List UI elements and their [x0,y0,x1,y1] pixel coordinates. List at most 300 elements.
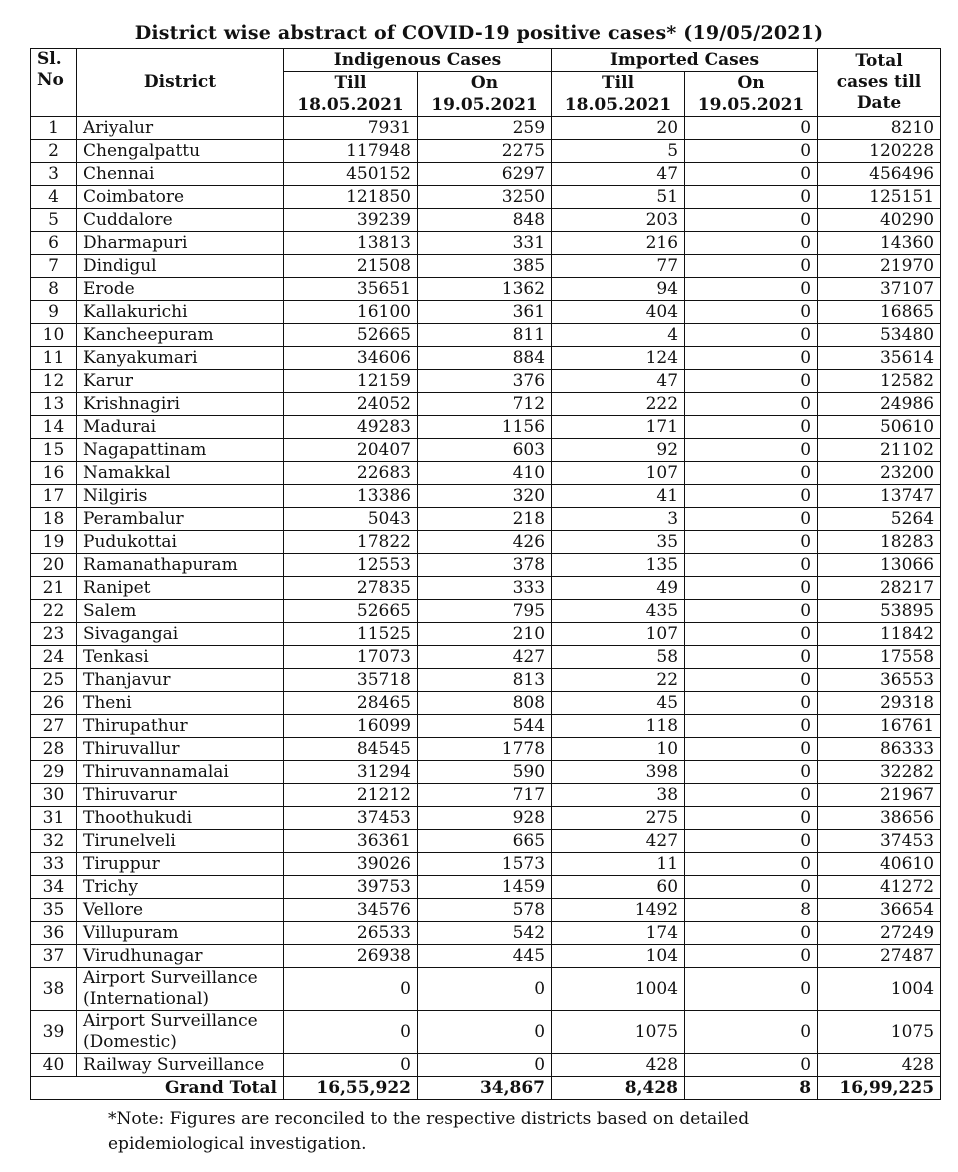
cell-total: 27487 [818,945,941,968]
cell-imported-till: 22 [552,669,685,692]
cell-imported-till: 58 [552,646,685,669]
cell-indigenous-till: 0 [284,1054,418,1077]
cell-total: 16865 [818,301,941,324]
cell-imported-till: 107 [552,623,685,646]
cell-indigenous-on: 0 [418,968,552,1011]
cell-indigenous-on: 3250 [418,186,552,209]
cell-imported-on: 0 [685,209,818,232]
cell-indigenous-till: 16100 [284,301,418,324]
cell-total: 17558 [818,646,941,669]
cell-sl-no: 35 [31,899,77,922]
cell-district: Ariyalur [77,117,284,140]
cell-indigenous-on: 427 [418,646,552,669]
cell-imported-on: 0 [685,324,818,347]
cell-sl-no: 4 [31,186,77,209]
cell-indigenous-till: 0 [284,1011,418,1054]
cell-sl-no: 12 [31,370,77,393]
cell-sl-no: 40 [31,1054,77,1077]
cell-district: Dharmapuri [77,232,284,255]
cell-imported-on: 0 [685,347,818,370]
cell-sl-no: 39 [31,1011,77,1054]
cell-imported-till: 171 [552,416,685,439]
grand-total-imp-on: 8 [685,1077,818,1100]
grand-total-label: Grand Total [31,1077,284,1100]
cell-imported-on: 0 [685,600,818,623]
cell-indigenous-on: 811 [418,324,552,347]
cell-total: 40290 [818,209,941,232]
cell-imported-till: 428 [552,1054,685,1077]
cell-sl-no: 15 [31,439,77,462]
cell-indigenous-on: 385 [418,255,552,278]
table-row [31,370,941,393]
cell-total: 53895 [818,600,941,623]
cell-indigenous-on: 544 [418,715,552,738]
cell-indigenous-on: 378 [418,554,552,577]
cell-district: Chengalpattu [77,140,284,163]
cell-total: 29318 [818,692,941,715]
cell-indigenous-till: 117948 [284,140,418,163]
cell-district: Kallakurichi [77,301,284,324]
cell-district: Tenkasi [77,646,284,669]
cell-district: Kancheepuram [77,324,284,347]
table-row [31,876,941,899]
cell-imported-on: 0 [685,1011,818,1054]
cell-indigenous-on: 218 [418,508,552,531]
cell-indigenous-till: 26938 [284,945,418,968]
cell-indigenous-till: 17822 [284,531,418,554]
cell-indigenous-till: 36361 [284,830,418,853]
cell-indigenous-on: 665 [418,830,552,853]
table-row [31,922,941,945]
table-row [31,623,941,646]
cell-district: Sivagangai [77,623,284,646]
table-row [31,554,941,577]
cell-indigenous-till: 39239 [284,209,418,232]
cell-indigenous-on: 928 [418,807,552,830]
cell-imported-till: 94 [552,278,685,301]
cell-sl-no: 38 [31,968,77,1011]
cell-imported-till: 203 [552,209,685,232]
cell-sl-no: 28 [31,738,77,761]
cell-indigenous-till: 39753 [284,876,418,899]
cell-total: 35614 [818,347,941,370]
table-row [31,692,941,715]
table-row [31,462,941,485]
cell-district: Railway Surveillance [77,1054,284,1077]
cell-imported-on: 8 [685,899,818,922]
cell-sl-no: 17 [31,485,77,508]
cell-indigenous-till: 13813 [284,232,418,255]
cell-sl-no: 3 [31,163,77,186]
cell-imported-till: 4 [552,324,685,347]
cell-total: 14360 [818,232,941,255]
cell-imported-on: 0 [685,623,818,646]
cell-imported-till: 1004 [552,968,685,1011]
cell-indigenous-till: 7931 [284,117,418,140]
cell-total: 23200 [818,462,941,485]
cell-total: 40610 [818,853,941,876]
cell-sl-no: 11 [31,347,77,370]
table-body [31,117,941,1077]
cell-imported-on: 0 [685,807,818,830]
cell-district: Erode [77,278,284,301]
cell-imported-on: 0 [685,186,818,209]
cell-sl-no: 22 [31,600,77,623]
cell-total: 13747 [818,485,941,508]
header-total: Total cases till Date [818,49,941,117]
cell-district: Coimbatore [77,186,284,209]
cell-sl-no: 14 [31,416,77,439]
cell-indigenous-till: 37453 [284,807,418,830]
table-row [31,1054,941,1077]
cell-indigenous-till: 31294 [284,761,418,784]
table-row [31,577,941,600]
cell-sl-no: 19 [31,531,77,554]
cell-total: 27249 [818,922,941,945]
cell-district: Trichy [77,876,284,899]
cell-imported-on: 0 [685,646,818,669]
cell-imported-on: 0 [685,761,818,784]
cell-indigenous-till: 39026 [284,853,418,876]
cell-indigenous-on: 808 [418,692,552,715]
cell-imported-till: 38 [552,784,685,807]
cell-indigenous-on: 6297 [418,163,552,186]
cell-imported-on: 0 [685,485,818,508]
cell-indigenous-till: 52665 [284,600,418,623]
cell-sl-no: 20 [31,554,77,577]
grand-total-row [31,1077,941,1100]
cell-imported-on: 0 [685,140,818,163]
cell-indigenous-till: 13386 [284,485,418,508]
cell-indigenous-on: 0 [418,1011,552,1054]
cell-indigenous-on: 1778 [418,738,552,761]
cell-indigenous-on: 1362 [418,278,552,301]
cell-district: Nagapattinam [77,439,284,462]
table-row [31,324,941,347]
header-ind-till-date: 18.05.2021 [284,94,418,117]
cell-sl-no: 27 [31,715,77,738]
cell-district: Tiruppur [77,853,284,876]
table-row [31,738,941,761]
cell-district: Dindigul [77,255,284,278]
cell-imported-till: 47 [552,370,685,393]
cell-imported-on: 0 [685,393,818,416]
grand-total-total: 16,99,225 [818,1077,941,1100]
grand-total-imp-till: 8,428 [552,1077,685,1100]
header-imp-on-date: 19.05.2021 [685,94,818,117]
cell-imported-on: 0 [685,876,818,899]
table-row [31,485,941,508]
header-ind-on: On [418,72,552,95]
cell-indigenous-till: 12159 [284,370,418,393]
cell-imported-till: 77 [552,255,685,278]
header-ind-on-date: 19.05.2021 [418,94,552,117]
cell-indigenous-on: 1459 [418,876,552,899]
cell-imported-till: 1492 [552,899,685,922]
cell-sl-no: 21 [31,577,77,600]
cell-sl-no: 10 [31,324,77,347]
cell-imported-on: 0 [685,416,818,439]
cell-imported-till: 45 [552,692,685,715]
cell-total: 50610 [818,416,941,439]
cell-indigenous-till: 121850 [284,186,418,209]
cell-district: Perambalur [77,508,284,531]
cell-indigenous-till: 22683 [284,462,418,485]
table-row [31,669,941,692]
cell-sl-no: 30 [31,784,77,807]
cell-imported-on: 0 [685,1054,818,1077]
cell-imported-till: 51 [552,186,685,209]
cell-sl-no: 5 [31,209,77,232]
table-row [31,508,941,531]
cell-total: 21967 [818,784,941,807]
cell-total: 53480 [818,324,941,347]
table-row [31,807,941,830]
cell-indigenous-till: 27835 [284,577,418,600]
cell-district: Thiruvannamalai [77,761,284,784]
cell-imported-till: 5 [552,140,685,163]
cell-indigenous-on: 603 [418,439,552,462]
cell-indigenous-till: 84545 [284,738,418,761]
table-row [31,784,941,807]
cell-imported-till: 60 [552,876,685,899]
cell-imported-till: 92 [552,439,685,462]
table-row [31,232,941,255]
cell-total: 8210 [818,117,941,140]
cell-total: 12582 [818,370,941,393]
header-imported: Imported Cases [552,49,818,72]
cell-indigenous-till: 17073 [284,646,418,669]
cell-imported-till: 275 [552,807,685,830]
cell-total: 41272 [818,876,941,899]
cell-imported-till: 107 [552,462,685,485]
cell-imported-on: 0 [685,439,818,462]
cell-indigenous-on: 410 [418,462,552,485]
cell-district: Thiruvallur [77,738,284,761]
cell-imported-till: 10 [552,738,685,761]
cell-total: 36654 [818,899,941,922]
cell-sl-no: 7 [31,255,77,278]
cell-district: Thanjavur [77,669,284,692]
cell-imported-till: 3 [552,508,685,531]
cell-sl-no: 36 [31,922,77,945]
table-row [31,393,941,416]
cell-district: Ranipet [77,577,284,600]
cell-indigenous-on: 1156 [418,416,552,439]
cell-imported-on: 0 [685,715,818,738]
cell-indigenous-on: 376 [418,370,552,393]
cell-total: 16761 [818,715,941,738]
cell-sl-no: 2 [31,140,77,163]
cell-total: 18283 [818,531,941,554]
header-ind-till: Till [284,72,418,95]
cell-district: Theni [77,692,284,715]
cell-total: 1004 [818,968,941,1011]
cell-indigenous-on: 333 [418,577,552,600]
cell-total: 428 [818,1054,941,1077]
table-row [31,439,941,462]
cell-indigenous-on: 445 [418,945,552,968]
cell-imported-till: 20 [552,117,685,140]
table-row [31,899,941,922]
cell-imported-on: 0 [685,278,818,301]
cell-indigenous-till: 5043 [284,508,418,531]
table-row [31,140,941,163]
table-row [31,968,941,1011]
cell-indigenous-on: 361 [418,301,552,324]
cell-imported-till: 124 [552,347,685,370]
cell-total: 86333 [818,738,941,761]
cell-total: 21970 [818,255,941,278]
cell-sl-no: 16 [31,462,77,485]
cell-indigenous-on: 542 [418,922,552,945]
cell-district: Chennai [77,163,284,186]
cell-indigenous-on: 795 [418,600,552,623]
cell-imported-till: 47 [552,163,685,186]
cell-imported-till: 41 [552,485,685,508]
cell-indigenous-till: 35718 [284,669,418,692]
cell-total: 1075 [818,1011,941,1054]
cell-total: 125151 [818,186,941,209]
cell-indigenous-on: 426 [418,531,552,554]
table-row [31,301,941,324]
header-imp-on: On [685,72,818,95]
table-row [31,715,941,738]
cell-district: Airport Surveillance (International) [77,968,284,1011]
cell-indigenous-till: 450152 [284,163,418,186]
cell-total: 120228 [818,140,941,163]
cell-imported-on: 0 [685,163,818,186]
cell-indigenous-till: 35651 [284,278,418,301]
cell-district: Ramanathapuram [77,554,284,577]
cell-sl-no: 31 [31,807,77,830]
cell-indigenous-on: 320 [418,485,552,508]
cell-imported-till: 216 [552,232,685,255]
cell-indigenous-till: 28465 [284,692,418,715]
cell-indigenous-till: 49283 [284,416,418,439]
cell-indigenous-till: 26533 [284,922,418,945]
cell-indigenous-on: 259 [418,117,552,140]
table-row [31,600,941,623]
table-row [31,209,941,232]
cell-district: Karur [77,370,284,393]
header-sl-no: Sl. No [31,49,77,117]
cell-imported-on: 0 [685,531,818,554]
cell-imported-till: 135 [552,554,685,577]
cell-indigenous-till: 34606 [284,347,418,370]
cell-sl-no: 32 [31,830,77,853]
cell-district: Pudukottai [77,531,284,554]
cell-imported-on: 0 [685,738,818,761]
table-row [31,1011,941,1054]
cell-indigenous-on: 884 [418,347,552,370]
cell-indigenous-till: 21508 [284,255,418,278]
cell-total: 24986 [818,393,941,416]
cell-imported-till: 1075 [552,1011,685,1054]
cell-indigenous-on: 717 [418,784,552,807]
cell-imported-on: 0 [685,669,818,692]
cell-imported-on: 0 [685,692,818,715]
cell-indigenous-till: 52665 [284,324,418,347]
cell-imported-till: 404 [552,301,685,324]
cell-sl-no: 33 [31,853,77,876]
cell-total: 5264 [818,508,941,531]
cell-imported-till: 104 [552,945,685,968]
cell-sl-no: 24 [31,646,77,669]
table-row [31,278,941,301]
cell-district: Krishnagiri [77,393,284,416]
cell-indigenous-till: 11525 [284,623,418,646]
cell-imported-on: 0 [685,577,818,600]
cell-indigenous-on: 210 [418,623,552,646]
cell-imported-on: 0 [685,968,818,1011]
cell-indigenous-on: 848 [418,209,552,232]
cell-sl-no: 34 [31,876,77,899]
cell-indigenous-on: 578 [418,899,552,922]
cell-district: Vellore [77,899,284,922]
cell-indigenous-on: 2275 [418,140,552,163]
cell-indigenous-till: 16099 [284,715,418,738]
cell-imported-till: 398 [552,761,685,784]
cell-total: 456496 [818,163,941,186]
cell-imported-on: 0 [685,301,818,324]
cell-imported-on: 0 [685,462,818,485]
table-row [31,163,941,186]
cell-imported-on: 0 [685,255,818,278]
cell-district: Kanyakumari [77,347,284,370]
cell-indigenous-till: 12553 [284,554,418,577]
cell-district: Namakkal [77,462,284,485]
cell-total: 37107 [818,278,941,301]
cell-imported-till: 118 [552,715,685,738]
cell-indigenous-till: 20407 [284,439,418,462]
cell-district: Thiruvarur [77,784,284,807]
cell-district: Thoothukudi [77,807,284,830]
cell-sl-no: 25 [31,669,77,692]
cell-total: 37453 [818,830,941,853]
cell-indigenous-on: 813 [418,669,552,692]
footnote: *Note: Figures are reconciled to the respective districts based on detailed epidemiological investigation. [108,1109,750,1154]
cell-indigenous-on: 0 [418,1054,552,1077]
table-row [31,117,941,140]
cell-imported-on: 0 [685,370,818,393]
cell-district: Nilgiris [77,485,284,508]
cell-indigenous-on: 1573 [418,853,552,876]
table-row [31,255,941,278]
cell-imported-on: 0 [685,232,818,255]
cell-imported-on: 0 [685,784,818,807]
district-cases-table [30,48,941,1100]
cell-imported-on: 0 [685,554,818,577]
cell-imported-on: 0 [685,922,818,945]
cell-total: 38656 [818,807,941,830]
cell-sl-no: 9 [31,301,77,324]
cell-imported-on: 0 [685,945,818,968]
cell-indigenous-till: 24052 [284,393,418,416]
cell-imported-on: 0 [685,508,818,531]
cell-imported-till: 11 [552,853,685,876]
cell-indigenous-on: 331 [418,232,552,255]
cell-district: Airport Surveillance (Domestic) [77,1011,284,1054]
cell-total: 21102 [818,439,941,462]
cell-sl-no: 8 [31,278,77,301]
table-row [31,186,941,209]
cell-district: Villupuram [77,922,284,945]
cell-sl-no: 6 [31,232,77,255]
cell-district: Thirupathur [77,715,284,738]
table-row [31,646,941,669]
cell-imported-till: 49 [552,577,685,600]
